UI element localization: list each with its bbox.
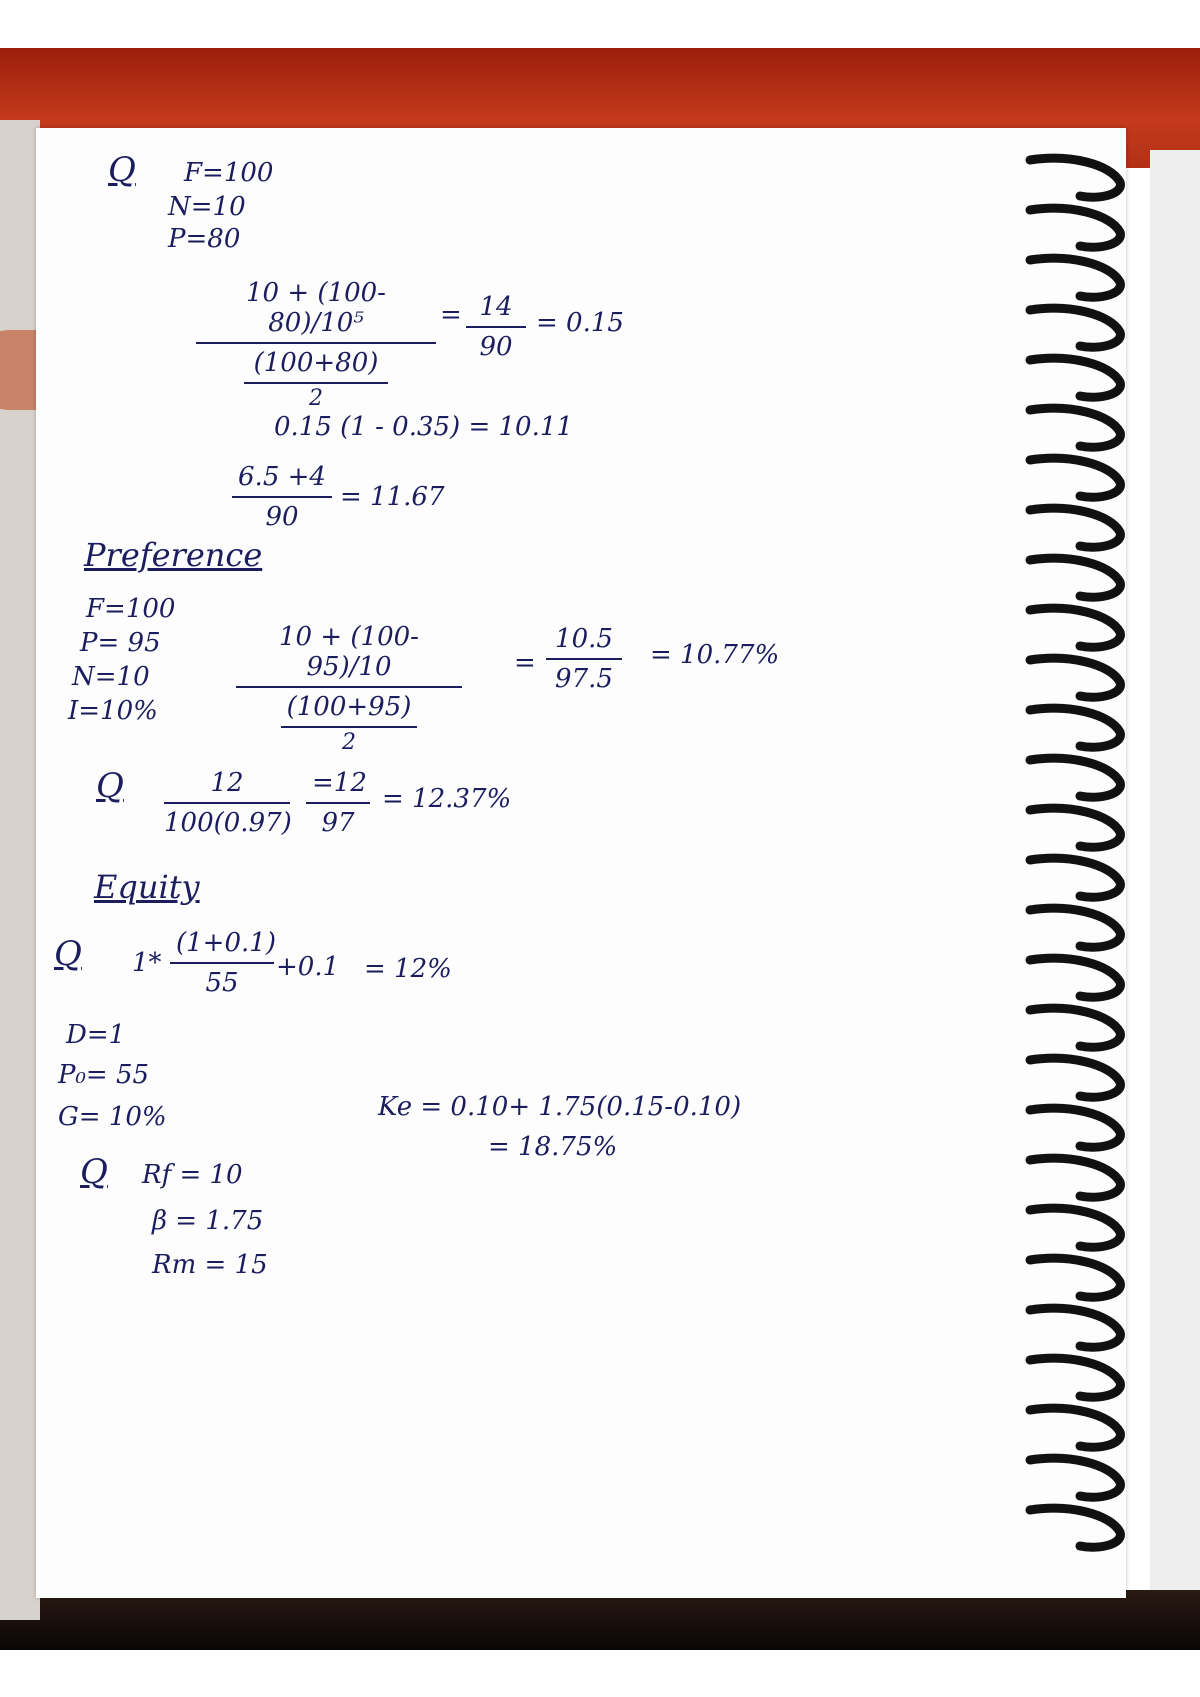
fraction-denominator: (100+95) [286,692,412,722]
bond-formula-fraction [196,278,436,411]
spiral-coil [1030,258,1120,297]
spiral-coil [1030,1258,1120,1297]
fraction-sub-denominator: 2 [309,386,323,411]
spiral-coil [1030,208,1120,247]
fraction-numerator: =12 [312,768,367,798]
fraction-bar [196,342,436,344]
spiral-coil [1030,1458,1120,1497]
given-beta: β = 1.75 [152,1206,264,1236]
equity-suffix: +0.1 [276,952,340,982]
given-g: G= 10% [58,1102,167,1132]
spiral-coil [1030,858,1120,897]
spiral-coil [1030,658,1120,697]
fraction-numerator: 10.5 [555,624,613,654]
spiral-coil [1030,1108,1120,1147]
fraction-denominator: 97 [321,808,355,838]
equity-heading: Equity [94,868,200,906]
equity-prefix: 1* [132,948,162,978]
ke-line-1: Ke = 0.10+ 1.75(0.15-0.10) [378,1092,742,1122]
spiral-coil [1030,408,1120,447]
fraction-denominator: 97.5 [555,664,613,694]
spiral-binding [1020,150,1150,1570]
fraction-bar [170,962,274,964]
spiral-coil [1030,558,1120,597]
background-right [1150,150,1200,1590]
spiral-coil [1030,358,1120,397]
fraction-denominator: 90 [265,502,299,532]
spiral-coil [1030,508,1120,547]
fraction-bar [281,726,417,728]
spiral-coil [1030,158,1120,197]
fraction-12-over-100-0-97 [164,768,290,838]
given-n: N=10 [168,192,246,222]
question-mark-3: Q [96,766,124,806]
given-n: N=10 [72,662,150,692]
fraction-denominator: 55 [205,968,239,998]
notebook-page [36,128,1126,1598]
equity-result: = 12% [364,954,452,984]
equals-sign: = [514,648,536,678]
fraction-14-90 [466,292,526,362]
result-3: = 11.67 [340,482,445,512]
fraction-bar [244,382,388,384]
section3-result: = 12.37% [382,784,512,814]
spiral-coil [1030,1308,1120,1347]
spiral-coil [1030,758,1120,797]
spiral-coil [1030,808,1120,847]
fraction-numerator: 12 [210,768,244,798]
spiral-coil [1030,608,1120,647]
question-mark-1: Q [108,150,136,190]
fraction-bar [236,686,462,688]
fraction-bar [232,496,332,498]
spiral-coil [1030,458,1120,497]
fraction-10-5-97-5 [546,624,622,694]
fraction-numerator: 10 + (100- 95)/10 [279,622,419,682]
fraction-denominator: (100+80) [253,348,379,378]
fraction-bar [306,802,370,804]
spiral-coil [1030,1508,1120,1547]
spiral-coil [1030,1158,1120,1197]
ke-line-2: = 18.75% [488,1132,618,1162]
spiral-coil [1030,1408,1120,1447]
question-mark-5: Q [80,1152,108,1192]
spiral-coil [1030,708,1120,747]
preference-result: = 10.77% [650,640,780,670]
fraction-numerator: 14 [479,292,513,322]
fraction-sub-denominator: 2 [342,730,356,755]
spiral-coil [1030,1358,1120,1397]
given-p: P=80 [168,224,241,254]
fraction-numerator: 6.5 +4 [238,462,326,492]
given-f: F=100 [184,158,274,188]
equity-fraction [170,928,274,998]
fraction-denominator: 90 [479,332,513,362]
given-p: P= 95 [80,628,161,658]
given-f: F=100 [86,594,176,624]
background-bottom [0,1590,1200,1650]
spiral-coil [1030,958,1120,997]
fraction-denominator: 100(0.97) [164,808,292,838]
given-i: I=10% [68,696,158,726]
after-tax-line: 0.15 (1 - 0.35) = 10.11 [274,412,573,442]
result-1: = 0.15 [536,308,624,338]
given-p0: P₀= 55 [58,1060,150,1090]
spiral-coil [1030,308,1120,347]
fraction-12-97 [306,768,370,838]
preference-heading: Preference [84,536,263,574]
fraction-bar [164,802,290,804]
fraction-numerator: (1+0.1) [176,928,276,958]
preference-formula-fraction [236,622,462,755]
spiral-coil [1030,1008,1120,1047]
given-rm: Rm = 15 [152,1250,268,1280]
given-d: D=1 [66,1020,126,1050]
spiral-coil [1030,908,1120,947]
given-rf: Rf = 10 [142,1160,243,1190]
spiral-coil [1030,1208,1120,1247]
fraction-bar [546,658,622,660]
fraction-numerator: 10 + (100-80)/10⁵ [246,278,386,338]
equals-sign: = [440,300,462,330]
fraction-6-5-plus-4 [232,462,332,532]
spiral-coil [1030,1058,1120,1097]
question-mark-4: Q [54,934,82,974]
fraction-bar [466,326,526,328]
